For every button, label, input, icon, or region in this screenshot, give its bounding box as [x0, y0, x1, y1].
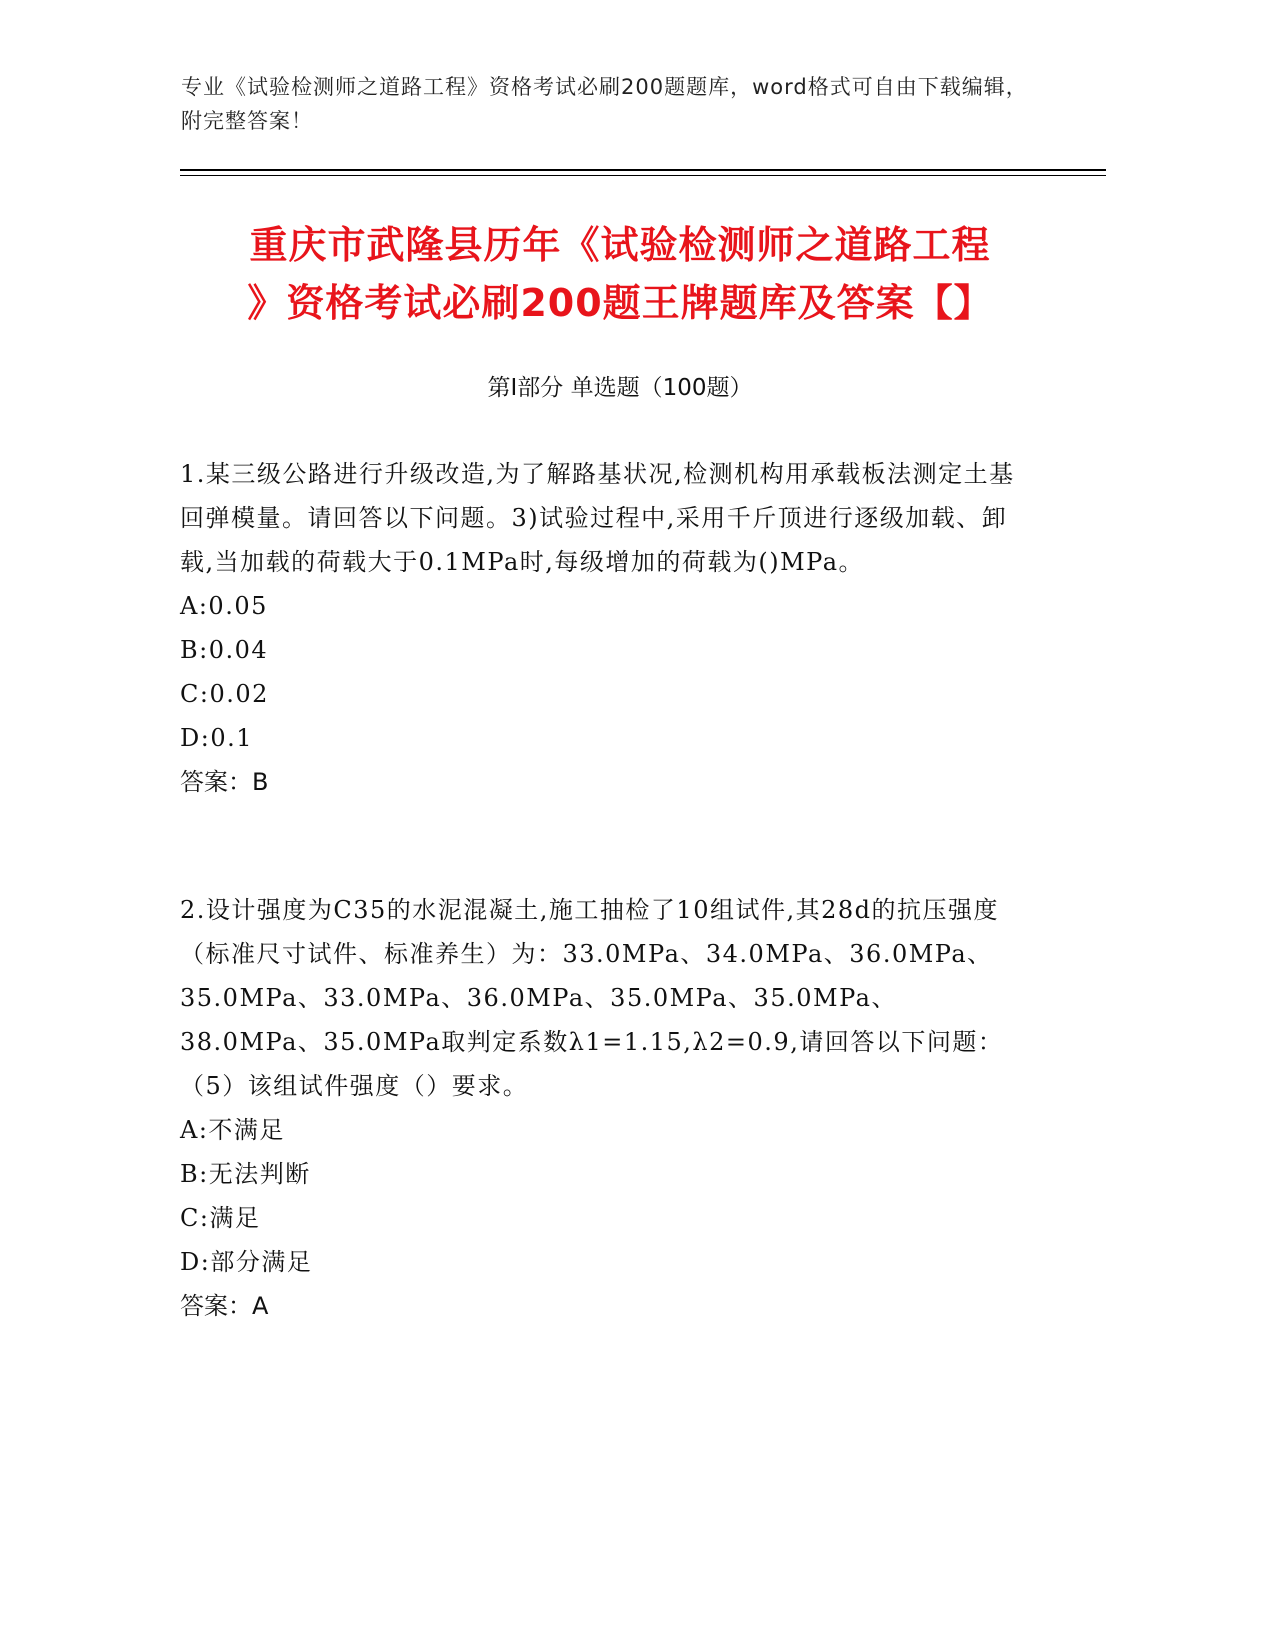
document-title	[180, 216, 1060, 332]
option-d: D:0.1	[180, 724, 253, 752]
option-d: D:部分满足	[180, 1248, 313, 1276]
option-b: B:无法判断	[180, 1160, 311, 1188]
option-c: C:0.02	[180, 680, 269, 708]
option-a: A:0.05	[180, 592, 268, 620]
document-title-line-1: 重庆市武隆县历年《试验检测师之道路工程	[249, 223, 991, 267]
question-stem: 1.某三级公路进行升级改造,为了解路基状况,检测机构用承载板法测定土基回弹模量。请回答以下问题。3)试验过程中,采用千斤顶进行逐级加载、卸载,当加载的荷载大于0.1MPa时,每级增加的荷载为()MPa。	[180, 460, 1015, 576]
answer: 答案：B	[180, 768, 269, 796]
question-2	[180, 888, 1040, 1328]
question-stem: 2.设计强度为C35的水泥混凝土,施工抽检了10组试件,其28d的抗压强度（标准尺寸试件、标准养生）为：33.0MPa、34.0MPa、36.0MPa、35.0MPa、33.0MPa、36.0MPa、35.0MPa、35.0MPa、38.0MPa、35.0MPa取判定系数λ1=1.15,λ2=0.9,请回答以下问题：（5）该组试件强度（）要求。	[180, 896, 1004, 1100]
header-note: 专业《试验检测师之道路工程》资格考试必刷200题题库，word格式可自由下载编辑，附完整答案！	[181, 75, 1028, 133]
document-title-line-2: 》资格考试必刷200题王牌题库及答案【】	[247, 281, 993, 325]
option-b: B:0.04	[180, 636, 269, 664]
header-divider-thick	[180, 169, 1106, 171]
option-a: A:不满足	[180, 1116, 285, 1144]
section-heading: 第I部分 单选题（100题）	[487, 375, 753, 401]
option-c: C:满足	[180, 1204, 261, 1232]
header-divider-thin	[180, 175, 1106, 176]
question-1	[180, 452, 1040, 804]
answer: 答案：A	[180, 1292, 269, 1320]
